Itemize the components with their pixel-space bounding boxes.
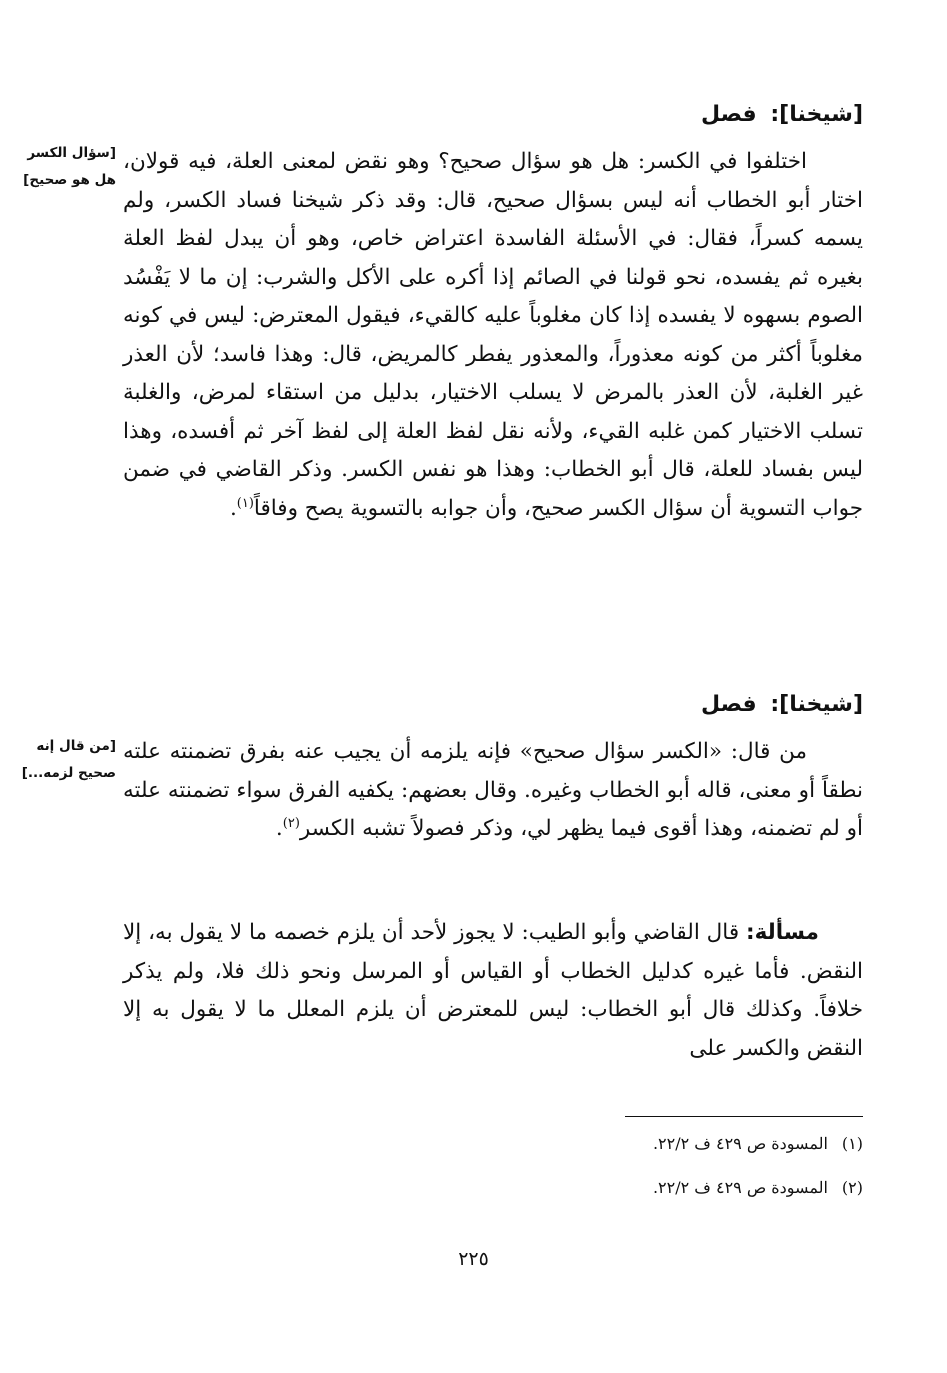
footnote-number: (٢) bbox=[841, 1178, 863, 1197]
footnote-ref-2: (٢) bbox=[282, 815, 300, 831]
footnote-separator bbox=[625, 1116, 863, 1117]
masala-label: مسألة: bbox=[746, 920, 819, 945]
section-heading-1 bbox=[701, 100, 863, 130]
heading-word: فصل bbox=[700, 692, 757, 717]
paragraph-1-text: اختلفوا في الكسر: هل هو سؤال صحيح؟ وهو نقض لمعنى العلة، فيه قولان، اختار أبو الخطاب أنه ليس بسؤال صحيح، قال: وقد ذكر شيخنا فساد الكسر، ولم يسمه كسراً، فقال: في الأسئلة الفاسدة اعتراض خاص، وهو أن يبدل لفظ العلة بغيره ثم يفسده، نحو قولنا في الصائم إذا أكره على الأكل والشرب: إن ما لا يَفْسُد الصوم بسهوه لا يفسده إذا كان مغلوباً عليه كالقيء، فيقول المعترض: ليس في كونه مغلوباً أكثر من كونه معذوراً، والمعذور يفطر كالمريض، قال: وهذا فاسد؛ لأن العذر غير الغلبة، لأن العذر بالمرض لا يسلب الاختيار، بدليل من استقاء لمرض، والغلبة تسلب الاختيار كمن غلبه القيء، ولأنه نقل لفظ العلة إلى لفظ آخر ثم أفسده، وهذا ليس بفساد للعلة، قال أبو الخطاب: وهذا هو نفس الكسر. وذكر القاضي في ضمن جواب التسوية أن سؤال الكسر صحيح، وأن جوابه بالتسوية يصح وفاقاً bbox=[123, 149, 863, 521]
heading-word: فصل bbox=[700, 102, 757, 127]
heading-bracket: [شيخنا]: bbox=[770, 102, 863, 127]
masala-paragraph bbox=[123, 914, 863, 1068]
section-heading-2 bbox=[701, 690, 863, 720]
footnote-2 bbox=[653, 1176, 863, 1200]
footnote-text: المسودة ص ٤٢٩ ف ٢٢/٢. bbox=[652, 1134, 828, 1153]
paragraph-1-end: . bbox=[229, 495, 237, 521]
paragraph-2 bbox=[123, 733, 863, 849]
footnote-ref-1: (١) bbox=[236, 495, 254, 511]
paragraph-2-end: . bbox=[275, 816, 283, 841]
margin-note-1: [سؤال الكسر هل هو صحيح] bbox=[23, 145, 116, 188]
margin-note-2: [من قال إنه صحيح لزمه...] bbox=[21, 738, 116, 781]
heading-bracket: [شيخنا]: bbox=[770, 692, 863, 717]
footnote-number: (١) bbox=[841, 1134, 863, 1153]
footnote-1 bbox=[653, 1132, 863, 1156]
page-number: ٢٢٥ bbox=[458, 1248, 489, 1270]
footnote-text: المسودة ص ٤٢٩ ف ٢٢/٢. bbox=[652, 1178, 828, 1197]
paragraph-2-text: من قال: «الكسر سؤال صحيح» فإنه يلزمه أن يجيب عنه بفرق تضمنته علته نطقاً أو معنى، قاله أبو الخطاب وغيره. وقال بعضهم: يكفيه الفرق سواء تضمنته علته أو لم تضمنه، وهذا أقوى فيما يظهر لي، وذكر فصولاً تشبه الكسر bbox=[123, 739, 863, 841]
paragraph-1 bbox=[123, 143, 863, 528]
masala-text: قال القاضي وأبو الطيب: لا يجوز لأحد أن يلزم خصمه ما لا يقول به، إلا النقض. فأما غيره كدليل الخطاب أو القياس أو المرسل ونحو ذلك فلا، ولم يذكر خلافاً. وكذلك قال أبو الخطاب: ليس للمعترض أن يلزم المعلل ما لا يقول به إلا النقض والكسر على bbox=[123, 920, 863, 1061]
